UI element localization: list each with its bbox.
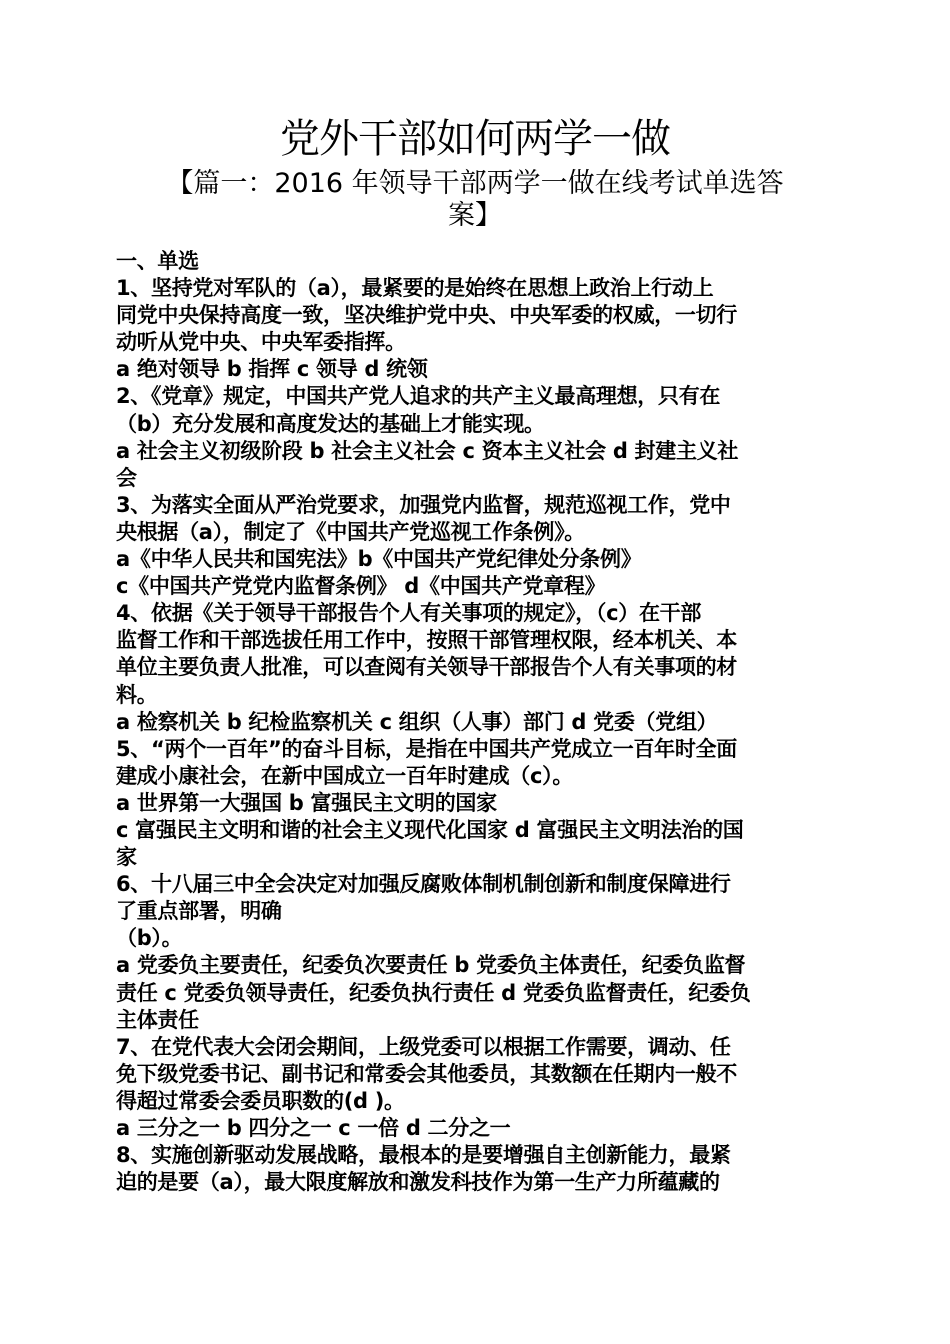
body-line: a 绝对领导 b 指挥 c 领导 d 统领 xyxy=(116,357,428,382)
body-line: 3、为落实全面从严治党要求，加强党内监督，规范巡视工作，党中 xyxy=(116,492,731,517)
document-subtitle xyxy=(140,168,810,232)
body-line: 主体责任 xyxy=(116,1007,199,1032)
body-line: a 社会主义初级阶段 b 社会主义社会 c 资本主义社会 d 封建主义社 xyxy=(116,438,739,463)
body-line: a 党委负主要责任，纪委负次要责任 b 党委负主体责任，纪委负监督 xyxy=(116,953,746,978)
body-line: 1、坚持党对军队的（a），最紧要的是始终在思想上政治上行动上 xyxy=(116,276,714,301)
subtitle-line: 案】 xyxy=(448,200,502,231)
body-line: 7、在党代表大会闭会期间，上级党委可以根据工作需要，调动、任 xyxy=(116,1034,731,1059)
body-line: 同党中央保持高度一致，坚决维护党中央、中央军委的权威，一切行 xyxy=(116,303,737,328)
document-body xyxy=(116,248,840,1196)
body-line: c《中国共产党党内监督条例》 d《中国共产党章程》 xyxy=(116,574,606,599)
body-line: 料。 xyxy=(116,682,158,707)
body-line: a《中华人民共和国宪法》b《中国共产党纪律处分条例》 xyxy=(116,547,642,572)
body-line: 单位主要负责人批准，可以查阅有关领导干部报告个人有关事项的材 xyxy=(116,655,737,680)
body-line: 责任 c 党委负领导责任，纪委负执行责任 d 党委负监督责任，纪委负 xyxy=(116,980,751,1005)
body-line: a 三分之一 b 四分之一 c 一倍 d 二分之一 xyxy=(116,1116,511,1140)
body-line: 8、实施创新驱动发展战略，最根本的是要增强自主创新能力，最紧 xyxy=(116,1143,731,1168)
body-line: 央根据（a），制定了《中国共产党巡视工作条例》。 xyxy=(116,519,585,544)
body-line: 免下级党委书记、副书记和常委会其他委员，其数额在任期内一般不 xyxy=(116,1061,737,1086)
body-line: 6、十八届三中全会决定对加强反腐败体制机制创新和制度保障进行 xyxy=(116,872,731,897)
body-line: 家 xyxy=(116,845,137,870)
body-line: a 世界第一大强国 b 富强民主文明的国家 xyxy=(116,790,497,815)
document-title: 党外干部如何两学一做 xyxy=(280,116,670,162)
body-line: 一、单选 xyxy=(116,249,199,273)
body-line: 建成小康社会，在新中国成立一百年时建成（c）。 xyxy=(116,763,574,788)
body-line: 了重点部署，明确 xyxy=(116,899,282,924)
body-line: 2、《党章》规定，中国共产党人追求的共产主义最高理想，只有在 xyxy=(116,384,721,409)
body-line: 监督工作和干部选拔任用工作中，按照干部管理权限，经本机关、本 xyxy=(116,628,737,653)
body-line: 4、依据《关于领导干部报告个人有关事项的规定》，（c）在干部 xyxy=(116,601,702,626)
body-line: 动听从党中央、中央军委指挥。 xyxy=(116,330,406,355)
body-line: 得超过常委会委员职数的(d )。 xyxy=(116,1088,405,1113)
body-line: 会 xyxy=(116,465,137,490)
body-line: a 检察机关 b 纪检监察机关 c 组织（人事）部门 d 党委（党组） xyxy=(116,709,718,734)
body-line: 5、“两个一百年”的奋斗目标，是指在中国共产党成立一百年时全面 xyxy=(116,736,737,761)
subtitle-line: 【篇一：2016 年领导干部两学一做在线考试单选答 xyxy=(166,168,784,199)
body-line: （b）充分发展和高度发达的基础上才能实现。 xyxy=(116,411,545,436)
body-line: （b）。 xyxy=(116,926,183,951)
body-line: c 富强民主文明和谐的社会主义现代化国家 d 富强民主文明法治的国 xyxy=(116,817,744,842)
body-line: 迫的是要（a），最大限度解放和激发科技作为第一生产力所蕴藏的 xyxy=(116,1170,720,1195)
